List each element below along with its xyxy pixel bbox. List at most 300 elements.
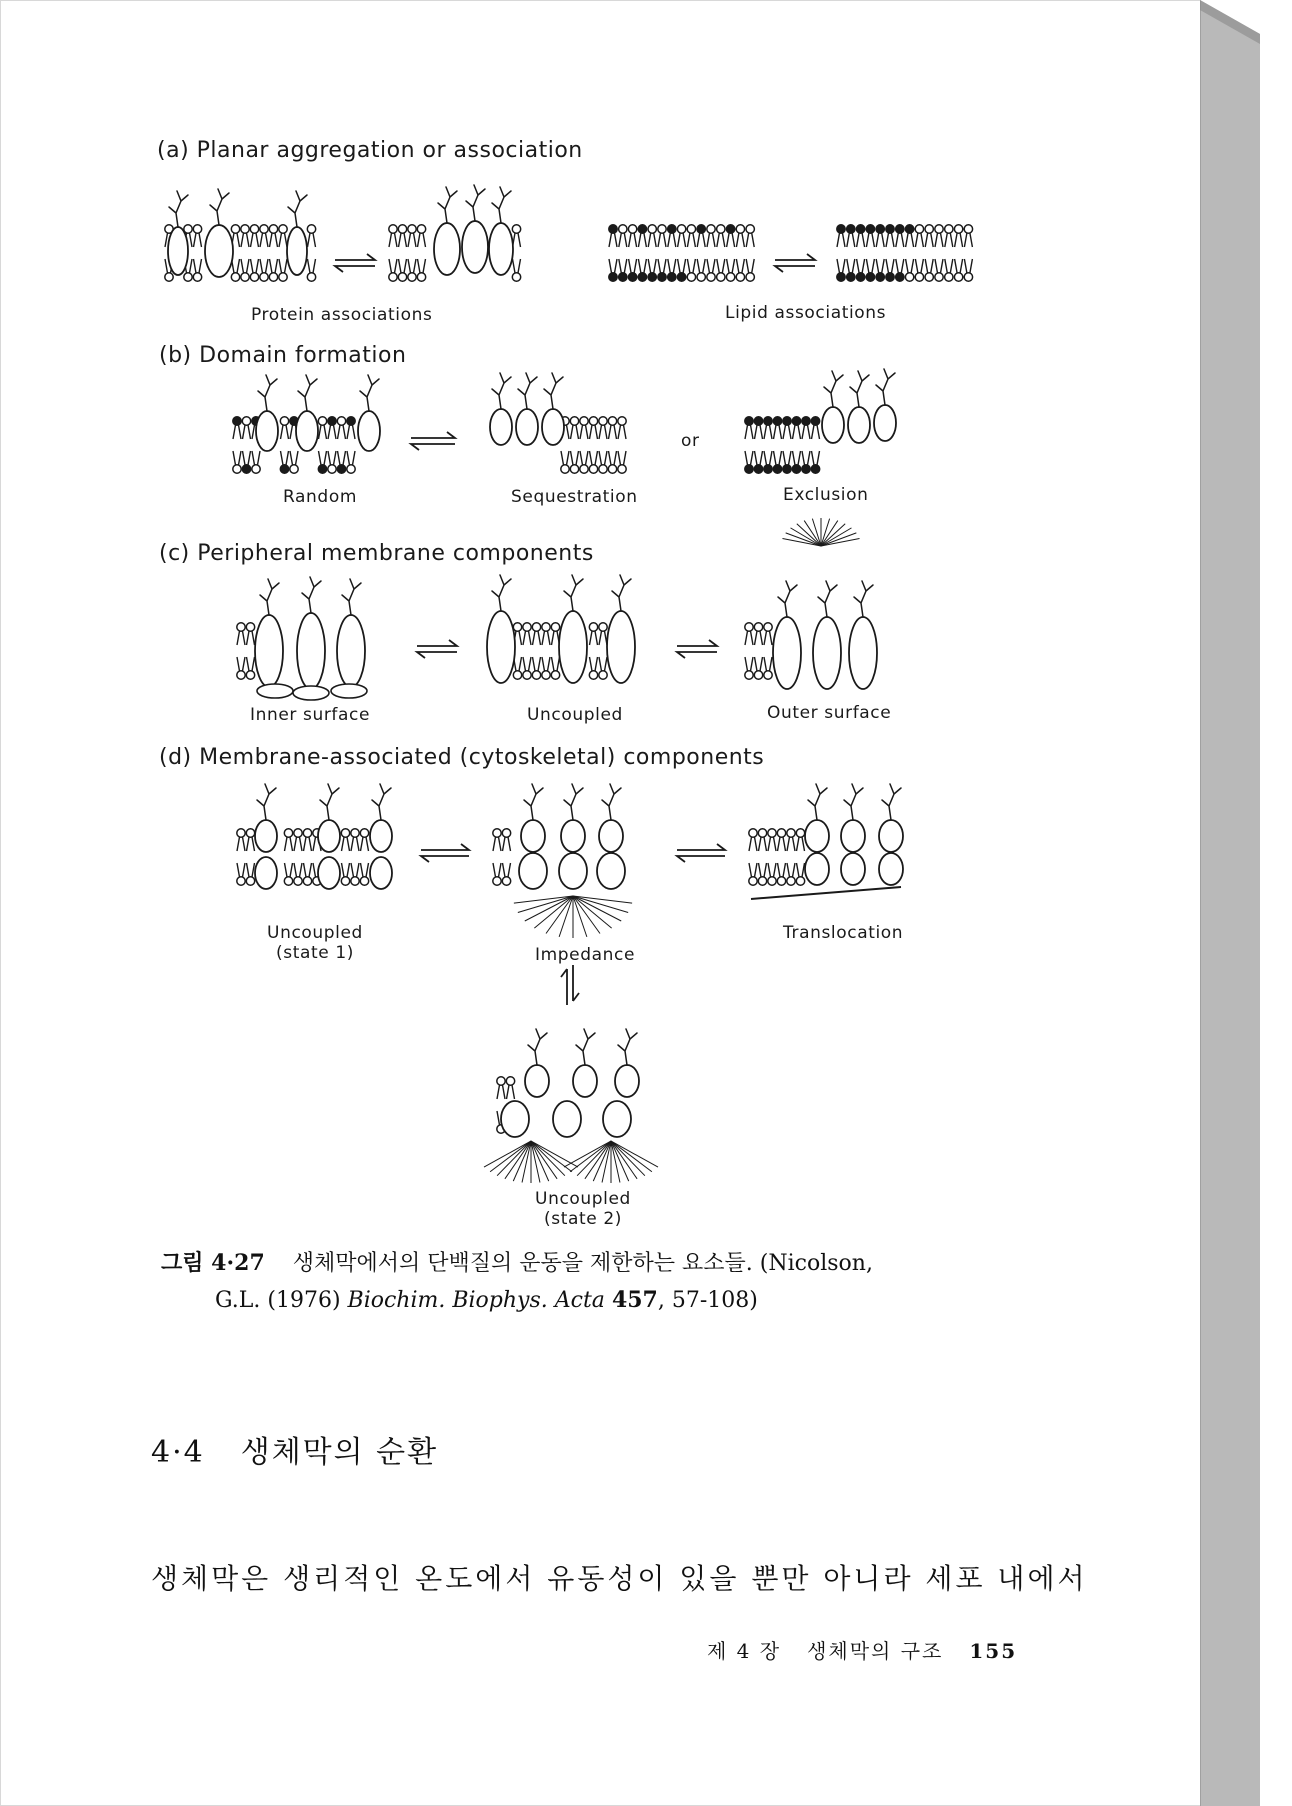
- lipid-tails: [418, 259, 426, 273]
- lipid-tails: [736, 233, 744, 247]
- carbohydrate-chain: [808, 784, 827, 820]
- carbohydrate-chain: [492, 187, 511, 223]
- page-footer: [707, 1635, 1017, 1664]
- protein-body: [516, 409, 538, 445]
- panel-b-protein-3: [358, 375, 380, 451]
- lipid-head: [609, 225, 617, 233]
- carbohydrate-chain: [298, 375, 317, 411]
- lipid-tails: [717, 259, 725, 273]
- lipid-tails: [342, 837, 350, 851]
- lipid-tails: [580, 425, 588, 439]
- protein-body: [879, 853, 903, 885]
- panel-a-protein-cluster-2: [462, 185, 488, 273]
- panel-a-protein-1: [168, 191, 188, 275]
- lipid-tails: [399, 259, 407, 273]
- lipid-head: [589, 417, 597, 425]
- carbohydrate-chain: [612, 575, 631, 611]
- lipid-head: [783, 465, 791, 473]
- protein-body: [370, 857, 392, 889]
- panel-b-protein-seq-2: [516, 373, 538, 445]
- lipid-head: [341, 877, 349, 885]
- lipid-head: [777, 877, 785, 885]
- lipid-tails: [279, 259, 287, 273]
- lipid-tails: [749, 837, 757, 851]
- lipid-tails: [361, 837, 369, 851]
- protein-body: [542, 409, 564, 445]
- lipid-head: [777, 829, 785, 837]
- figure-number: 그림 4·27: [161, 1250, 265, 1276]
- lipid-head: [250, 273, 258, 281]
- lipid-head: [303, 877, 311, 885]
- lipid-head: [964, 273, 972, 281]
- panel-d-protein-6: [599, 784, 623, 852]
- lipid-head: [398, 273, 406, 281]
- protein-body: [297, 613, 325, 689]
- lipid-tails: [328, 425, 336, 439]
- lipid-head: [351, 877, 359, 885]
- protein-body: [434, 223, 460, 275]
- lipid-head: [237, 877, 245, 885]
- lipid-head: [866, 225, 874, 233]
- lipid-tails: [797, 863, 805, 877]
- panel-d-arrows-2: [677, 844, 725, 862]
- panel-c-protein-7: [773, 581, 801, 689]
- lipid-tails: [319, 451, 327, 465]
- panel-c-outer-carbohydrates: [782, 518, 859, 546]
- label-random: Random: [283, 487, 357, 507]
- panel-d-protein-6b: [597, 853, 625, 889]
- carbohydrate-chain: [844, 784, 863, 820]
- cytoskeletal-filament: [531, 1141, 565, 1176]
- lipid-tails: [896, 233, 904, 247]
- lipid-head: [360, 877, 368, 885]
- lipid-tails: [847, 233, 855, 247]
- lipid-tails: [194, 259, 202, 273]
- carbohydrate-chain: [288, 191, 307, 227]
- label-uncoupled-state1-line2: (state 1): [276, 943, 354, 963]
- lipid-tails: [945, 233, 953, 247]
- footer-chapter: 제 4 장: [707, 1639, 782, 1663]
- lipid-head: [589, 623, 597, 631]
- protein-body: [874, 405, 896, 441]
- lipid-tails: [727, 259, 735, 273]
- lipid-head: [290, 465, 298, 473]
- peripheral-protein: [293, 686, 329, 700]
- panel-d-state2-filaments-2: [564, 1141, 658, 1183]
- lipid-head: [736, 273, 744, 281]
- lipid-tails: [955, 233, 963, 247]
- lipid-head: [802, 417, 810, 425]
- protein-body: [879, 820, 903, 852]
- cytoskeletal-filament: [564, 1141, 611, 1167]
- lipid-tails: [251, 259, 259, 273]
- lipid-tails: [678, 233, 686, 247]
- lipid-head: [512, 225, 520, 233]
- caption-ref-journal: Biochim. Biophys. Acta: [347, 1288, 605, 1313]
- lipid-tails: [678, 259, 686, 273]
- lipid-head: [307, 225, 315, 233]
- cytoskeletal-cable: [751, 887, 901, 899]
- lipid-head: [328, 465, 336, 473]
- lipid-head: [570, 417, 578, 425]
- lipid-head: [280, 465, 288, 473]
- protein-body: [168, 227, 188, 275]
- lipid-tails: [638, 259, 646, 273]
- lipid-head: [658, 225, 666, 233]
- lipid-tails: [609, 233, 617, 247]
- panel-d-impedance-filaments: [514, 896, 632, 938]
- lipid-tails: [233, 451, 241, 465]
- carbohydrate-chain: [492, 575, 511, 611]
- carbohydrate-chain: [576, 1029, 595, 1065]
- lipid-tails: [618, 425, 626, 439]
- lipid-head: [502, 829, 510, 837]
- lipid-head: [609, 273, 617, 281]
- lipid-head: [905, 273, 913, 281]
- lipid-tails: [755, 657, 763, 671]
- lipid-head: [935, 225, 943, 233]
- lipid-tails: [493, 837, 501, 851]
- panel-d-protein-9b: [879, 853, 903, 885]
- protein-body: [296, 411, 318, 451]
- panel-d-protein-10b: [501, 1101, 529, 1137]
- lipid-head: [677, 225, 685, 233]
- lipid-tails: [915, 233, 923, 247]
- cytoskeletal-filament: [786, 533, 821, 546]
- equilibrium-arrow-forward: [411, 432, 455, 438]
- lipid-tails: [599, 451, 607, 465]
- lipid-head: [856, 273, 864, 281]
- carbohydrate-chain: [544, 373, 563, 409]
- lipid-tails: [338, 451, 346, 465]
- lipid-tails: [281, 425, 289, 439]
- lipid-head: [628, 273, 636, 281]
- lipid-tails: [847, 259, 855, 273]
- panel-a-membrane-lipids-2: [837, 225, 973, 281]
- panel-d-protein-8: [841, 784, 865, 852]
- lipid-head: [811, 465, 819, 473]
- lipid-head: [856, 225, 864, 233]
- protein-body: [848, 407, 870, 443]
- lipid-head: [193, 225, 201, 233]
- label-uncoupled-state2: [533, 1189, 633, 1229]
- lipid-head: [279, 225, 287, 233]
- lipid-head: [915, 225, 923, 233]
- protein-body: [318, 820, 340, 852]
- lipid-head: [242, 417, 250, 425]
- panel-d-protein-5: [561, 784, 585, 852]
- lipid-head: [619, 225, 627, 233]
- lipid-head: [764, 623, 772, 631]
- lipid-tails: [668, 259, 676, 273]
- lipid-head: [246, 671, 254, 679]
- equilibrium-arrow-back: [775, 266, 815, 272]
- lipid-head: [749, 829, 757, 837]
- lipid-head: [237, 829, 245, 837]
- panel-d-protein-11: [573, 1029, 597, 1097]
- lipid-head: [945, 273, 953, 281]
- lipid-tails: [629, 259, 637, 273]
- lipid-head: [237, 671, 245, 679]
- lipid-head: [341, 829, 349, 837]
- lipid-head: [811, 417, 819, 425]
- protein-body: [255, 820, 277, 852]
- lipid-head: [269, 225, 277, 233]
- lipid-tails: [285, 837, 293, 851]
- lipid-head: [658, 273, 666, 281]
- protein-body: [607, 611, 635, 683]
- caption-ref-open: (Nicolson,: [759, 1251, 873, 1276]
- lipid-tails: [658, 233, 666, 247]
- body-paragraph: 생체막은 생리적인 온도에서 유동성이 있을 뿐만 아니라 세포 내에서: [151, 1562, 1088, 1595]
- carbohydrate-chain: [169, 191, 188, 227]
- lipid-head: [792, 417, 800, 425]
- lipid-head: [165, 273, 173, 281]
- lipid-tails: [687, 259, 695, 273]
- lipid-tails: [707, 259, 715, 273]
- panel-a-protein-cluster-3: [489, 187, 513, 275]
- cytoskeletal-filament: [497, 1141, 531, 1176]
- carbohydrate-chain: [824, 371, 843, 407]
- panel-b-protein-excl-2: [848, 371, 870, 443]
- lipid-head: [589, 465, 597, 473]
- panel-d-state2-filaments-1: [484, 1141, 578, 1183]
- lipid-head: [783, 417, 791, 425]
- lipid-head: [360, 829, 368, 837]
- lipid-head: [619, 273, 627, 281]
- lipid-tails: [774, 425, 782, 439]
- lipid-tails: [945, 259, 953, 273]
- lipid-head: [768, 829, 776, 837]
- lipid-head: [231, 225, 239, 233]
- lipid-tails: [618, 451, 626, 465]
- equilibrium-arrow-back: [335, 266, 375, 272]
- protein-body: [615, 1065, 639, 1097]
- lipid-head: [570, 465, 578, 473]
- protein-body: [490, 409, 512, 445]
- lipid-head: [513, 671, 521, 679]
- cytoskeletal-filament: [611, 1141, 658, 1167]
- protein-body: [553, 1101, 581, 1137]
- carbohydrate-chain: [602, 784, 621, 820]
- peripheral-protein: [257, 684, 293, 698]
- lipid-tails: [717, 233, 725, 247]
- panel-d-protein-3b: [370, 857, 392, 889]
- lipid-tails: [609, 451, 617, 465]
- protein-body: [813, 617, 841, 689]
- lipid-head: [787, 877, 795, 885]
- lipid-head: [502, 877, 510, 885]
- cytoskeletal-filament: [611, 1141, 645, 1176]
- lipid-head: [847, 273, 855, 281]
- lipid-tails: [857, 259, 865, 273]
- lipid-head: [307, 273, 315, 281]
- protein-body: [561, 820, 585, 852]
- lipid-head: [746, 273, 754, 281]
- lipid-tails: [418, 233, 426, 247]
- lipid-tails: [935, 259, 943, 273]
- lipid-head: [758, 829, 766, 837]
- panel-c-protein-9: [849, 581, 877, 689]
- cytoskeletal-filament: [514, 896, 573, 903]
- panel-d-protein-4b: [519, 853, 547, 889]
- lipid-tails: [876, 259, 884, 273]
- lipid-head: [233, 465, 241, 473]
- equilibrium-arrow-back: [421, 856, 469, 862]
- lipid-tails: [745, 425, 753, 439]
- panel-d-protein-11b: [553, 1101, 581, 1137]
- cytoskeletal-filament: [513, 1141, 531, 1181]
- lipid-tails: [778, 837, 786, 851]
- lipid-tails: [619, 233, 627, 247]
- book-edge-face: [1200, 0, 1260, 1806]
- lipid-head: [754, 417, 762, 425]
- lipid-head: [599, 417, 607, 425]
- membrane-protein-mobility-figure: [1, 1, 1201, 1241]
- page-number: 155: [969, 1639, 1018, 1663]
- lipid-tails: [493, 863, 501, 877]
- panel-b-protein-2: [296, 375, 318, 451]
- lipid-head: [284, 877, 292, 885]
- label-sequestration: Sequestration: [511, 487, 638, 507]
- lipid-tails: [497, 1085, 505, 1099]
- carbohydrate-chain: [258, 375, 277, 411]
- lipid-tails: [542, 631, 550, 645]
- lipid-tails: [837, 233, 845, 247]
- lipid-head: [717, 225, 725, 233]
- lipid-tails: [783, 451, 791, 465]
- panel-c-protein-1: [255, 579, 283, 687]
- caption-reference: [161, 1282, 1011, 1319]
- lipid-tails: [580, 451, 588, 465]
- panel-d-protein-9: [879, 784, 903, 852]
- lipid-tails: [774, 451, 782, 465]
- lipid-tails: [886, 233, 894, 247]
- lipid-head: [754, 671, 762, 679]
- carbohydrate-chain: [876, 369, 895, 405]
- panel-d-protein-3: [370, 784, 392, 852]
- panel-b-membrane-seq: [561, 417, 626, 473]
- lipid-tails: [342, 863, 350, 877]
- lipid-tails: [304, 863, 312, 877]
- carbohydrate-chain: [302, 577, 321, 613]
- lipid-tails: [812, 451, 820, 465]
- panel-d-protein-1: [255, 784, 277, 852]
- lipid-head: [294, 877, 302, 885]
- lipid-head: [513, 623, 521, 631]
- lipid-tails: [243, 425, 251, 439]
- panel-b-membrane-excl: [745, 417, 820, 473]
- equilibrium-arrow-forward: [775, 254, 815, 260]
- lipid-tails: [304, 837, 312, 851]
- lipid-head: [687, 273, 695, 281]
- panel-c-membrane-inner: [237, 623, 255, 679]
- protein-body: [603, 1101, 631, 1137]
- lipid-tails: [408, 259, 416, 273]
- cytoskeletal-filament: [573, 896, 632, 903]
- equilibrium-arrow-forward: [417, 640, 457, 646]
- carbohydrate-chain: [342, 579, 361, 615]
- protein-body: [489, 223, 513, 275]
- lipid-tails: [270, 233, 278, 247]
- protein-body: [559, 853, 587, 889]
- lipid-head: [599, 465, 607, 473]
- lipid-head: [749, 877, 757, 885]
- protein-body: [318, 857, 340, 889]
- lipid-head: [925, 273, 933, 281]
- lipid-tails: [571, 451, 579, 465]
- label-uncoupled-state1-line1: Uncoupled: [267, 923, 363, 943]
- panel-b-arrows: [411, 432, 455, 450]
- lipid-head: [318, 465, 326, 473]
- lipid-tails: [802, 425, 810, 439]
- lipid-tails: [764, 631, 772, 645]
- lipid-tails: [260, 233, 268, 247]
- lipid-head: [764, 465, 772, 473]
- lipid-head: [638, 225, 646, 233]
- lipid-tails: [251, 233, 259, 247]
- carbohydrate-chain: [778, 581, 797, 617]
- protein-body: [256, 411, 278, 451]
- panel-d-protein-10: [525, 1029, 549, 1097]
- panel-d-arrows-1: [421, 844, 469, 862]
- panel-c-protein-4: [487, 575, 515, 683]
- lipid-tails: [294, 863, 302, 877]
- carbohydrate-chain: [564, 575, 583, 611]
- carbohydrate-chain: [850, 371, 869, 407]
- lipid-tails: [552, 657, 560, 671]
- panel-b-title: (b) Domain formation: [159, 343, 407, 368]
- carbohydrate-chain: [518, 373, 537, 409]
- lipid-tails: [736, 259, 744, 273]
- label-protein-associations: Protein associations: [251, 305, 433, 325]
- protein-body: [805, 820, 829, 852]
- lipid-tails: [361, 863, 369, 877]
- section-title: 생체막의 순환: [240, 1435, 439, 1470]
- lipid-tails: [590, 451, 598, 465]
- lipid-tails: [764, 657, 772, 671]
- lipid-head: [608, 465, 616, 473]
- lipid-tails: [243, 451, 251, 465]
- lipid-tails: [697, 259, 705, 273]
- section-number: 4·4: [151, 1435, 205, 1470]
- lipid-head: [847, 225, 855, 233]
- panel-c-title: (c) Peripheral membrane components: [159, 541, 594, 566]
- panel-d-protein-12b: [603, 1101, 631, 1137]
- lipid-head: [599, 623, 607, 631]
- lipid-head: [745, 623, 753, 631]
- caption-ref-volume: 457: [611, 1287, 658, 1313]
- lipid-tails: [270, 259, 278, 273]
- lipid-head: [896, 225, 904, 233]
- lipid-head: [745, 465, 753, 473]
- carbohydrate-chain: [466, 185, 485, 221]
- panel-d-protein-5b: [559, 853, 587, 889]
- lipid-tails: [328, 451, 336, 465]
- lipid-tails: [247, 657, 255, 671]
- lipid-tails: [237, 863, 245, 877]
- lipid-head: [896, 273, 904, 281]
- panel-d-protein-7: [805, 784, 829, 852]
- panel-d-title: (d) Membrane-associated (cytoskeletal) components: [159, 745, 765, 770]
- equilibrium-arrow-back: [677, 856, 725, 862]
- lipid-tails: [523, 657, 531, 671]
- panel-d-membrane-impedance: [493, 829, 511, 885]
- protein-body: [597, 853, 625, 889]
- lipid-head: [964, 225, 972, 233]
- carbohydrate-chain: [257, 784, 276, 820]
- lipid-tails: [351, 837, 359, 851]
